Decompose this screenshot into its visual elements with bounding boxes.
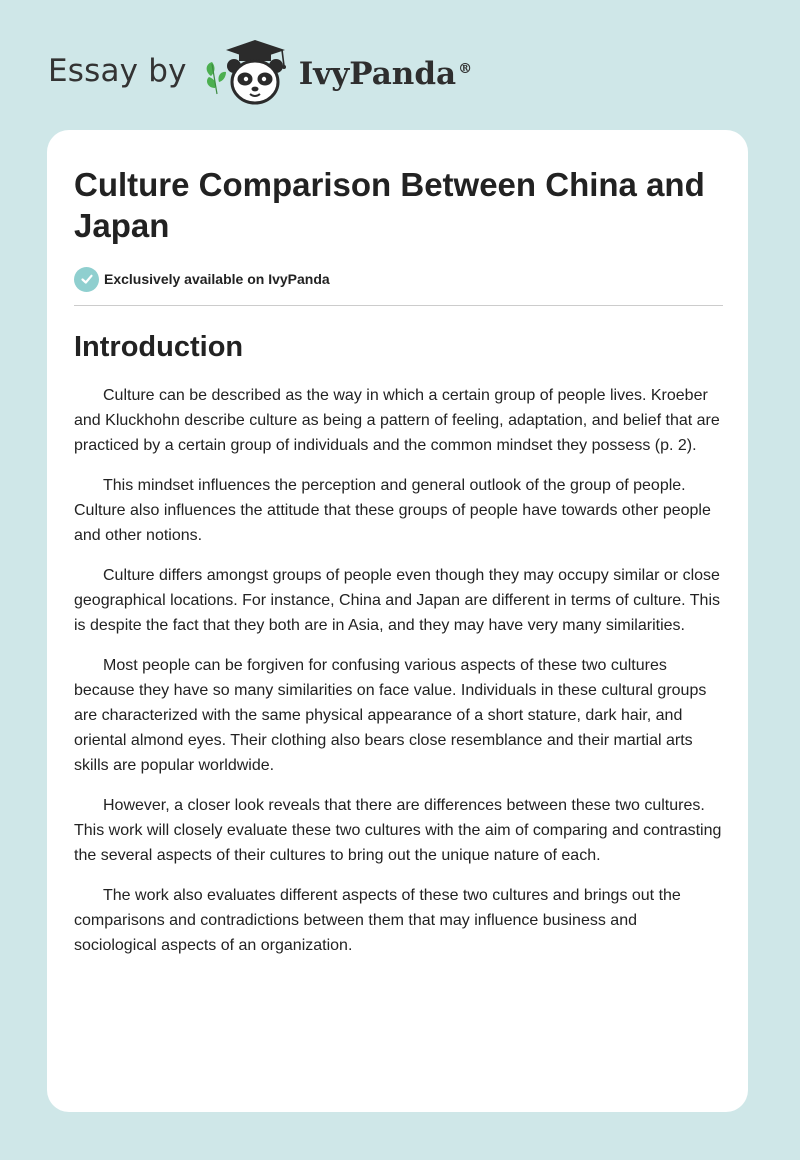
paragraph: However, a closer look reveals that there are differences between these two cultures. This work will closely evaluate these two cultures with the aim of comparing and contrasting the several aspects of their cultures to bring out the unique nature of each. xyxy=(74,797,722,864)
essay-by-label: Essay by xyxy=(48,53,187,89)
exclusive-label: Exclusively available on IvyPanda xyxy=(104,271,330,287)
article-title: Culture Comparison Between China and Japan xyxy=(74,166,705,244)
paragraph: This mindset influences the perception and general outlook of the group of people. Culture also influences the attitude that these groups of people have towards other people and other notions. xyxy=(74,477,711,544)
check-circle-icon xyxy=(74,267,99,292)
divider xyxy=(74,305,723,306)
panda-graduation-cap-icon xyxy=(203,36,295,108)
paragraph: Most people can be forgiven for confusing various aspects of these two cultures because they have so many similarities on face value. Individuals in these cultural groups are characterized with the same physical appearance of a short stature, dark hair, and oriental almond eyes. Their clothing also bears close resemblance and their martial arts skills are popular worldwide. xyxy=(74,657,707,774)
paragraph: Culture can be described as the way in which a certain group of people lives. Kroeber and Kluckhohn describe culture as being a pattern of feeling, adaptation, and belief that are practiced by a certain group of individuals and the common mindset they possess (p. 2). xyxy=(74,387,720,454)
exclusive-badge xyxy=(74,266,722,292)
brand-name xyxy=(299,56,472,92)
brand-name-text: IvyPanda xyxy=(298,56,457,92)
site-logo[interactable] xyxy=(48,36,472,108)
paragraph: Culture differs amongst groups of people even though they may occupy similar or close geographical locations. For instance, China and Japan are different in terms of culture. This is despite the fact that they both are in Asia, and they may have very many similarities. xyxy=(74,567,720,634)
registered-mark: ® xyxy=(458,60,473,77)
article-card xyxy=(47,130,748,1112)
paragraph: The work also evaluates different aspects of these two cultures and brings out the comparisons and contradictions between them that may influence business and sociological aspects of an organization. xyxy=(74,887,681,954)
section-heading: Introduction xyxy=(74,331,244,363)
